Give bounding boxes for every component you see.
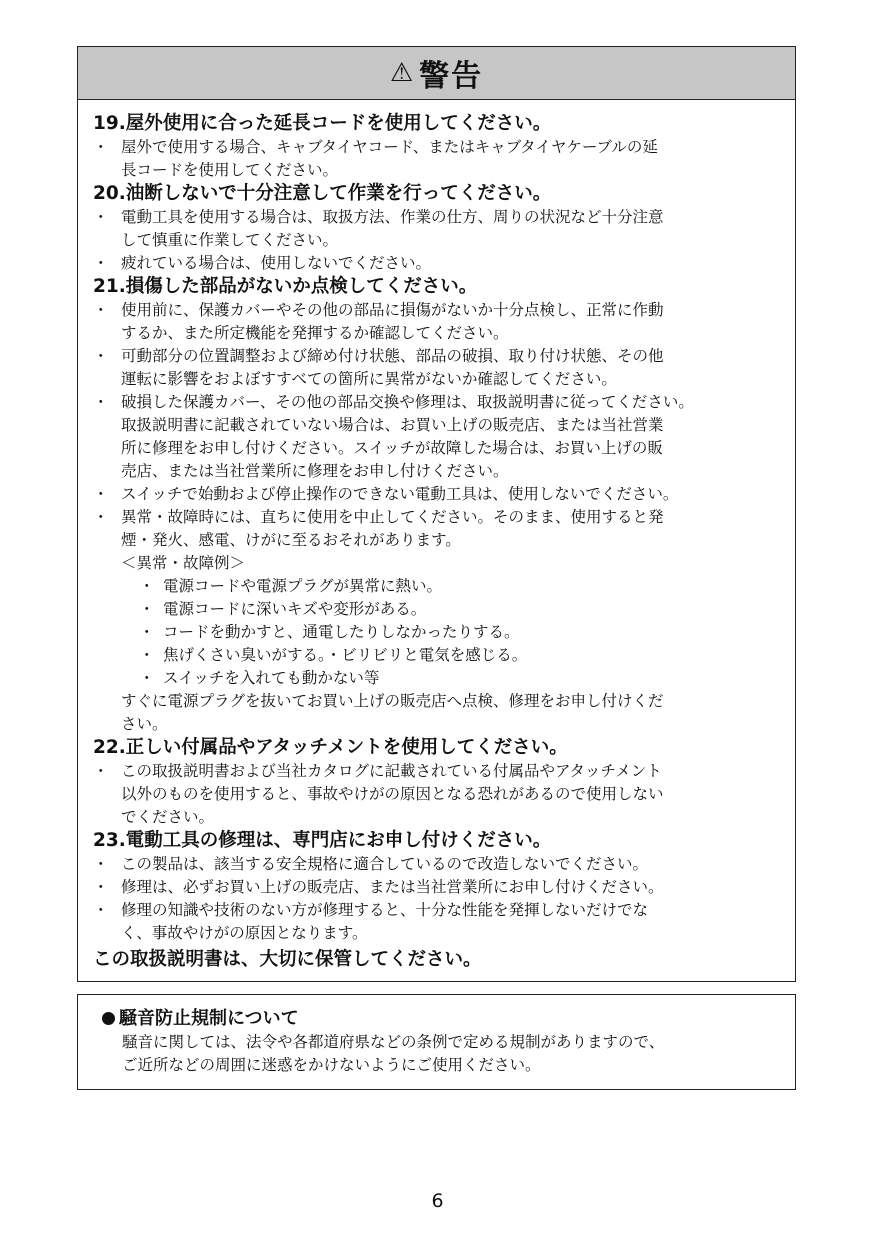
bullet-mark: ・ [139, 646, 155, 664]
example-item [93, 667, 781, 690]
bullet-item [93, 299, 781, 345]
bullet-mark: ・ [139, 600, 155, 618]
bullet-mark: ・ [139, 577, 155, 595]
bullet-mark: ・ [93, 762, 109, 780]
bullet-text [121, 299, 781, 345]
bullet-line: 屋外で使用する場合、キャブタイヤコード、またはキャブタイヤケーブルの延 [121, 138, 658, 156]
example-text: 電源コードに深いキズや変形がある。 [163, 600, 427, 618]
example-item [93, 644, 781, 667]
bullet-text [121, 853, 781, 876]
bullet-item [93, 506, 781, 552]
bullet-text [121, 206, 781, 252]
bullet-line: 異常・故障時には、直ちに使用を中止してください。そのまま、使用すると発 [121, 508, 664, 526]
bullet-item [93, 391, 781, 483]
example-text: スイッチを入れても動かない等 [163, 669, 380, 687]
bullet-mark: ・ [93, 878, 109, 896]
noise-text [102, 1031, 781, 1077]
bullet-mark: ・ [93, 347, 109, 365]
noise-title-text: 騒音防止規制について [119, 1008, 299, 1029]
bullet-line: スイッチで始動および停止操作のできない電動工具は、使用しないでください。 [121, 485, 679, 503]
bullet-mark: ・ [93, 208, 109, 226]
example-item [93, 598, 781, 621]
bullet-line: 長コードを使用してください。 [121, 161, 339, 179]
example-title: ＜異常・故障例＞ [121, 554, 246, 572]
bullet-text [121, 760, 781, 829]
bullet-line: でください。 [121, 808, 215, 826]
bullet-line: 可動部分の位置調整および締め付け状態、部品の破損、取り付け状態、その他 [121, 347, 664, 365]
bullet-item [93, 853, 781, 876]
bullet-line: 破損した保護カバー、その他の部品交換や修理は、取扱説明書に従ってください。 [121, 393, 694, 411]
example-item [93, 621, 781, 644]
example-text: 電源コードや電源プラグが異常に熱い。 [163, 577, 443, 595]
warning-title: 警告 [419, 59, 484, 94]
warning-box [77, 46, 796, 982]
bullet-line: 疲れている場合は、使用しないでください。 [121, 254, 432, 272]
bullet-mark: ・ [139, 623, 155, 641]
bullet-mark: ・ [93, 138, 109, 156]
bullet-item [93, 345, 781, 391]
bullet-line: 運転に影響をおよぼすすべての箇所に異常がないか確認してください。 [121, 370, 617, 388]
bullet-mark: ・ [93, 254, 109, 272]
bullet-line: 使用前に、保護カバーやその他の部品に損傷がないか十分点検し、正常に作動 [121, 301, 664, 319]
warning-body [78, 100, 795, 973]
followup-line: さい。 [121, 715, 168, 733]
section-heading: 22.正しい付属品やアタッチメントを使用してください。 [93, 737, 568, 758]
bullet-line: 煙・発火、感電、けがに至るおそれがあります。 [121, 531, 461, 549]
bullet-text [121, 136, 781, 182]
bullet-line: 売店、または当社営業所に修理をお申し付けください。 [121, 462, 509, 480]
bullet-item [93, 760, 781, 829]
bullet-mark: ・ [139, 669, 155, 687]
bullet-mark: ・ [93, 485, 109, 503]
bullet-line: この製品は、該当する安全規格に適合しているので改造しないでください。 [121, 855, 649, 873]
followup-line: すぐに電源プラグを抜いてお買い上げの販売店へ点検、修理をお申し付けくだ [121, 692, 664, 710]
example-text: 焦げくさい臭いがする。・ビリビリと電気を感じる。 [163, 646, 528, 664]
example-text: コードを動かすと、通電したりしなかったりする。 [163, 623, 520, 641]
bullet-text [121, 252, 781, 275]
noise-title [102, 1007, 781, 1031]
bullet-item [93, 899, 781, 945]
warning-triangle-icon: ⚠ [389, 58, 416, 88]
bullet-item [93, 876, 781, 899]
example-followup [93, 690, 781, 736]
closing-note: この取扱説明書は、大切に保管してください。 [93, 949, 482, 970]
bullet-text [121, 506, 781, 552]
section-heading: 20.油断しないで十分注意して作業を行ってください。 [93, 183, 552, 204]
bullet-mark: ・ [93, 901, 109, 919]
bullet-text [121, 345, 781, 391]
warning-header [78, 47, 795, 100]
bullet-mark: ・ [93, 393, 109, 411]
section-heading: 23.電動工具の修理は、専門店にお申し付けください。 [93, 830, 552, 851]
bullet-item [93, 252, 781, 275]
noise-regulation-box [77, 994, 796, 1090]
bullet-line: して慎重に作業してください。 [121, 231, 339, 249]
section-heading: 21.損傷した部品がないか点検してください。 [93, 276, 478, 297]
bullet-line: 取扱説明書に記載されていない場合は、お買い上げの販売店、または当社営業 [121, 416, 664, 434]
bullet-text [121, 899, 781, 945]
bullet-text [121, 391, 781, 483]
section-heading: 19.屋外使用に合った延長コードを使用してください。 [93, 113, 552, 134]
bullet-item [93, 206, 781, 252]
bullet-item [93, 136, 781, 182]
bullet-mark: ・ [93, 508, 109, 526]
bullet-line: 電動工具を使用する場合は、取扱方法、作業の仕方、周りの状況など十分注意 [121, 208, 664, 226]
bullet-line: く、事故やけがの原因となります。 [121, 924, 368, 942]
page-number: 6 [431, 1190, 444, 1212]
bullet-line: 修理は、必ずお買い上げの販売店、または当社営業所にお申し付けください。 [121, 878, 664, 896]
bullet-line: 以外のものを使用すると、事故やけがの原因となる恐れがあるので使用しない [121, 785, 664, 803]
bullet-line: 修理の知識や技術のない方が修理すると、十分な性能を発揮しないだけでな [121, 901, 649, 919]
bullet-line: 所に修理をお申し付けください。スイッチが故障した場合は、お買い上げの販 [121, 439, 663, 457]
bullet-line: この取扱説明書および当社カタログに記載されている付属品やアタッチメント [121, 762, 662, 780]
bullet-text [121, 483, 781, 506]
bullet-item [93, 483, 781, 506]
noise-line: ご近所などの周囲に迷惑をかけないようにご使用ください。 [122, 1056, 541, 1074]
noise-line: 騒音に関しては、法令や各都道府県などの条例で定める規制がありますので、 [122, 1033, 665, 1051]
bullet-mark: ・ [93, 301, 109, 319]
bullet-text [121, 876, 781, 899]
example-item [93, 575, 781, 598]
black-circle-icon [102, 1012, 115, 1025]
bullet-line: するか、また所定機能を発揮するか確認してください。 [121, 324, 509, 342]
bullet-mark: ・ [93, 855, 109, 873]
